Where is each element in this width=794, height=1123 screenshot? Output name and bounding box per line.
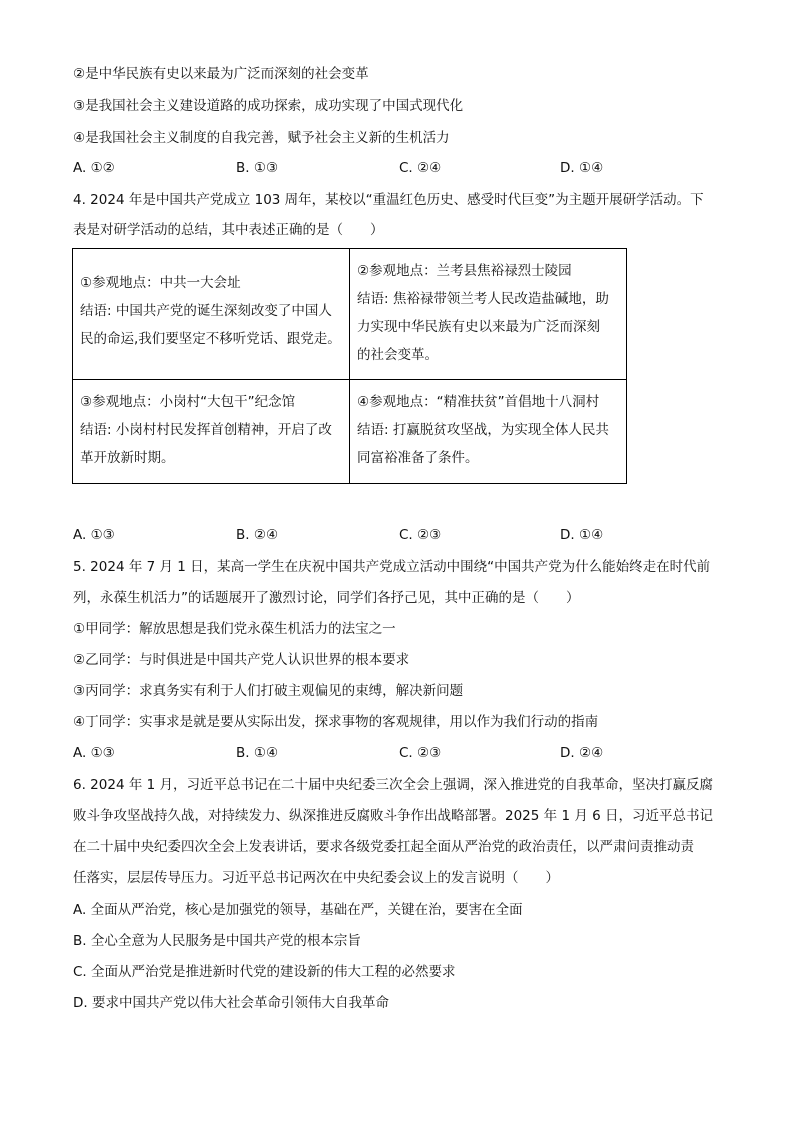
- q4-table-cell-3: [73, 380, 350, 484]
- q6-option-d: D. 要求中国共产党以伟大社会革命引领伟大自我革命: [73, 995, 389, 1011]
- q6-stem-line-3: 在二十届中央纪委四次全会上发表讲话，要求各级党委扛起全面从严治党的政治责任，以严肃问责推动责: [73, 839, 694, 855]
- q3-option-b: B. ①③: [236, 160, 279, 176]
- cell-text: 革开放新时期。: [80, 450, 175, 466]
- q4-table-cell-4: [350, 380, 627, 484]
- q5-statement-4: ④丁同学：实事求是就是要从实际出发，探求事物的客观规律，用以作为我们行动的指南: [73, 714, 599, 730]
- q5-options: [73, 747, 713, 765]
- cell-text: 结语: 小岗村村民发挥首创精神，开启了改: [80, 422, 332, 438]
- q5-stem-line-1: 5. 2024 年 7 月 1 日，某高一学生在庆祝中国共产党成立活动中围绕“中国共产党为什么能始终走在时代前: [73, 559, 711, 575]
- q6-stem-line-4: 任落实，层层传导压力。习近平总书记两次在中央纪委会议上的发言说明（ ）: [73, 870, 559, 886]
- cell-text: ①参观地点：中共一大会址: [80, 275, 241, 291]
- q4-options: [73, 529, 713, 547]
- q4-table-cell-1: [73, 249, 350, 380]
- q3-option-c: C. ②④: [399, 160, 442, 176]
- q5-statement-2: ②乙同学：与时俱进是中国共产党人认识世界的根本要求: [73, 652, 410, 668]
- q3-statement-4: ④是我国社会主义制度的自我完善，赋予社会主义新的生机活力: [73, 130, 450, 146]
- cell-text: ②参观地点：兰考县焦裕禄烈士陵园: [357, 263, 572, 279]
- q4-table-cell-2: [350, 249, 627, 380]
- cell-text: 民的命运,我们要坚定不移听党话、跟党走。: [80, 331, 341, 347]
- q5-statement-3: ③丙同学：求真务实有利于人们打破主观偏见的束缚，解决新问题: [73, 683, 464, 699]
- cell-text: ④参观地点：“精准扶贫”首倡地十八洞村: [357, 394, 600, 410]
- q5-option-d: D. ②④: [560, 745, 604, 761]
- q5-option-b: B. ①④: [236, 745, 279, 761]
- cell-text: ③参观地点：小岗村“大包干”纪念馆: [80, 394, 296, 410]
- q4-stem-line-2: 表是对研学活动的总结，其中表述正确的是（ ）: [73, 222, 384, 238]
- q6-option-b: B. 全心全意为人民服务是中国共产党的根本宗旨: [73, 933, 361, 949]
- q4-table: [72, 248, 627, 484]
- q5-option-c: C. ②③: [399, 745, 442, 761]
- q5-statement-1: ①甲同学：解放思想是我们党永葆生机活力的法宝之一: [73, 621, 396, 637]
- q3-option-d: D. ①④: [560, 160, 604, 176]
- cell-text: 结语: 打赢脱贫攻坚战，为实现全体人民共: [357, 422, 609, 438]
- q4-option-c: C. ②③: [399, 527, 442, 543]
- cell-text: 结语: 焦裕禄带领兰考人民改造盐碱地，助: [357, 291, 609, 307]
- q4-option-a: A. ①③: [73, 527, 115, 543]
- cell-text: 力实现中华民族有史以来最为广泛而深刻: [357, 319, 600, 335]
- q4-stem-line-1: 4. 2024 年是中国共产党成立 103 周年，某校以“重温红色历史、感受时代巨变”为主题开展研学活动。下: [73, 192, 704, 208]
- q5-option-a: A. ①③: [73, 745, 115, 761]
- q6-stem-line-1: 6. 2024 年 1 月，习近平总书记在二十届中央纪委三次全会上强调，深入推进党的自我革命，坚决打赢反腐: [73, 777, 713, 793]
- q6-option-a: A. 全面从严治党，核心是加强党的领导，基础在严，关键在治，要害在全面: [73, 902, 523, 918]
- q6-option-c: C. 全面从严治党是推进新时代党的建设新的伟大工程的必然要求: [73, 964, 456, 980]
- cell-text: 的社会变革。: [357, 347, 438, 363]
- q4-option-b: B. ②④: [236, 527, 279, 543]
- q3-statement-2: ②是中华民族有史以来最为广泛而深刻的社会变革: [73, 66, 369, 82]
- q3-options: [73, 162, 713, 180]
- q4-option-d: D. ①④: [560, 527, 604, 543]
- q3-statement-3: ③是我国社会主义建设道路的成功探索，成功实现了中国式现代化: [73, 98, 464, 114]
- cell-text: 同富裕准备了条件。: [357, 450, 479, 466]
- q6-stem-line-2: 败斗争攻坚战持久战，对持续发力、纵深推进反腐败斗争作出战略部署。2025 年 1 月 6 日，习近平总书记: [73, 808, 713, 824]
- q3-option-a: A. ①②: [73, 160, 115, 176]
- cell-text: 结语: 中国共产党的诞生深刻改变了中国人: [80, 303, 332, 319]
- q5-stem-line-2: 列，永葆生机活力”的话题展开了激烈讨论，同学们各抒己见，其中正确的是（ ）: [73, 590, 580, 606]
